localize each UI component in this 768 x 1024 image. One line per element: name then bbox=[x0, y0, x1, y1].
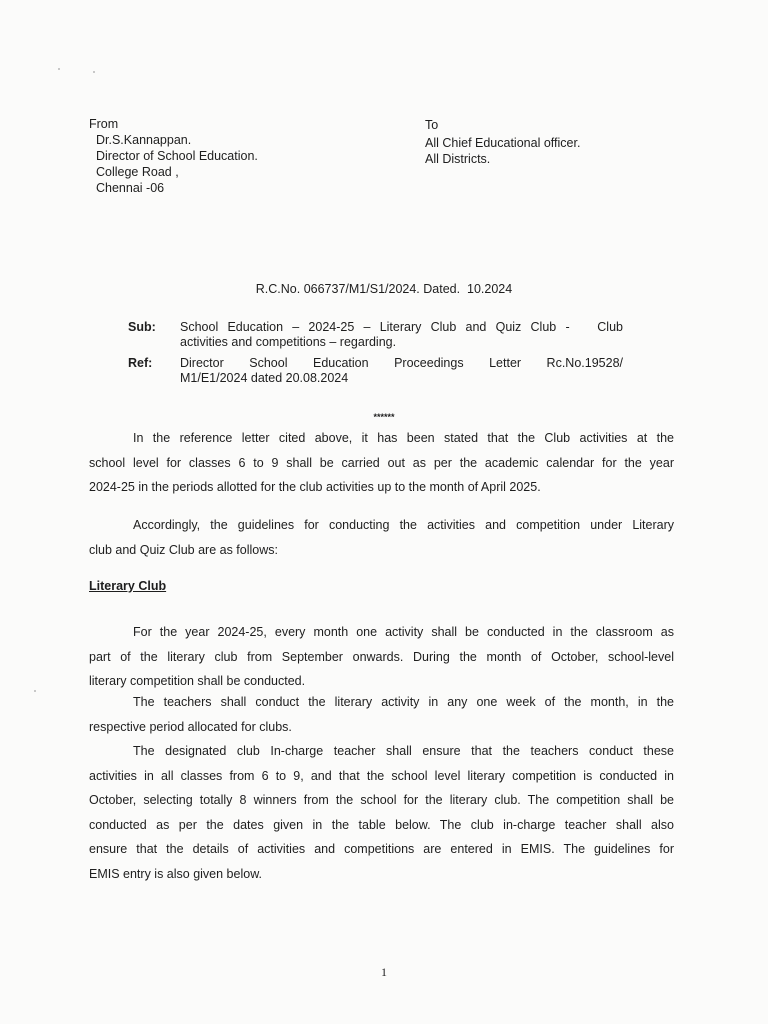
subject-label: Sub: bbox=[128, 320, 156, 334]
paragraph-line: club and Quiz Club are as follows: bbox=[89, 542, 278, 557]
ref-label: Ref: bbox=[128, 356, 153, 370]
subject-line: activities and competitions – regarding. bbox=[180, 335, 397, 349]
paragraph-line: October, selecting totally 8 winners from the school for the literary club. The competition shall be bbox=[89, 793, 674, 807]
paragraph-line: conducted as per the dates given in the table below. The club in-charge teacher shall also bbox=[89, 817, 674, 832]
scan-speck bbox=[34, 690, 36, 692]
paragraph-line: literary competition shall be conducted. bbox=[89, 674, 306, 688]
scan-speck bbox=[58, 68, 60, 70]
paragraph-line: EMIS entry is also given below. bbox=[89, 866, 262, 881]
paragraph-line: The teachers shall conduct the literary activity in any one week of the month, in the bbox=[133, 695, 674, 709]
paragraph-intro bbox=[89, 426, 674, 500]
subject-text bbox=[180, 320, 623, 350]
to-line: All Chief Educational officer. bbox=[425, 136, 581, 150]
paragraph-incharge-duties bbox=[89, 739, 674, 886]
paragraph-line: For the year 2024-25, every month one activity shall be conducted in the classroom as bbox=[133, 625, 674, 639]
reference-number: R.C.No. 066737/M1/S1/2024. Dated. 10.2024 bbox=[255, 282, 513, 296]
separator-stars: ****** bbox=[373, 412, 395, 422]
paragraph-line: Accordingly, the guidelines for conducting the activities and competition under Literary bbox=[133, 518, 674, 532]
page-number: 1 bbox=[381, 965, 387, 979]
paragraph-guidelines bbox=[89, 513, 674, 562]
ref-line: Director School Education Proceedings Letter Rc.No.19528/ bbox=[180, 356, 623, 370]
to-block bbox=[425, 117, 580, 167]
ref-row bbox=[128, 356, 623, 386]
subject-row bbox=[128, 320, 623, 350]
subject-ref-block bbox=[128, 320, 623, 392]
paragraph-line: In the reference letter cited above, it has been stated that the Club activities at the bbox=[133, 431, 674, 445]
from-block bbox=[89, 116, 258, 196]
from-line: Director of School Education. bbox=[96, 149, 258, 163]
to-label: To bbox=[425, 118, 439, 132]
from-line: College Road , bbox=[96, 165, 179, 179]
paragraph-line: ensure that the details of activities and competitions are entered in EMIS. The guidelines for bbox=[89, 842, 674, 856]
ref-line: M1/E1/2024 dated 20.08.2024 bbox=[180, 371, 349, 385]
section-heading-literary-club: Literary Club bbox=[89, 579, 167, 593]
paragraph-monthly-activity bbox=[89, 620, 674, 694]
paragraph-line: 2024-25 in the periods allotted for the club activities up to the month of April 2025. bbox=[89, 480, 541, 494]
paragraph-line: respective period allocated for clubs. bbox=[89, 719, 292, 734]
scan-speck bbox=[93, 71, 95, 73]
from-line: Chennai -06 bbox=[96, 181, 165, 195]
paragraph-line: The designated club In-charge teacher shall ensure that the teachers conduct these bbox=[133, 744, 674, 758]
paragraph-line: school level for classes 6 to 9 shall be carried out as per the academic calendar for the year bbox=[89, 455, 674, 470]
from-line: Dr.S.Kannappan. bbox=[96, 133, 192, 147]
paragraph-line: activities in all classes from 6 to 9, and that the school level literary competition is conducted in bbox=[89, 768, 674, 783]
paragraph-teacher-conduct bbox=[89, 690, 674, 739]
from-label: From bbox=[89, 117, 119, 131]
to-line: All Districts. bbox=[425, 152, 491, 166]
ref-text bbox=[180, 356, 623, 386]
paragraph-line: part of the literary club from September onwards. During the month of October, school-level bbox=[89, 649, 674, 664]
subject-line: School Education – 2024-25 – Literary Club and Quiz Club - Club bbox=[180, 320, 623, 334]
